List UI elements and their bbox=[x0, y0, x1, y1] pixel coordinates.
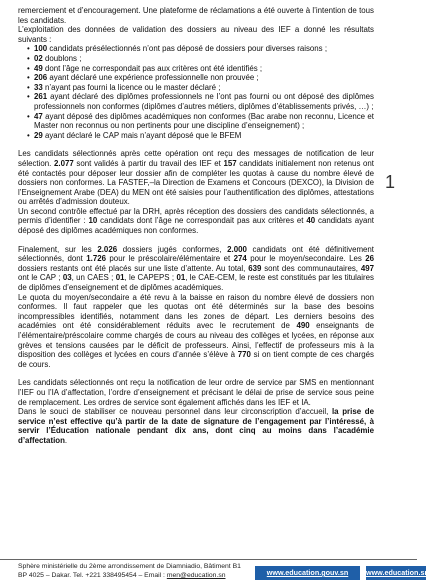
footer-address-line-2: BP 4025 – Dakar. Tel. +221 338495454 – Email : men@education.sn bbox=[18, 571, 226, 579]
intro-paragraph-2: L’exploitation des données de validation des dossiers au niveau des IEF a donné les résultats suivants : bbox=[18, 25, 374, 44]
list-item: • 100 candidats présélectionnés n’ont pas déposé de dossiers pour diverses raisons ; bbox=[28, 44, 374, 54]
list-item: • 47 ayant déposé des diplômes académiques non conformes (Bac arabe non reconnu, Licence et Master non reconnus ou non pertinents pour une discipline d’enseignement) ; bbox=[28, 112, 374, 131]
footer-address-line-1: Sphère ministérielle du 2ème arrondissement de Diamniadio, Bâtiment B1 bbox=[18, 563, 241, 570]
list-item: • 206 ayant déclaré une expérience professionnelle non prouvée ; bbox=[28, 73, 374, 83]
list-item: • 261 ayant déclaré des diplômes professionnels ne l’ont pas fourni ou ont déposé des diplômes professionnels non conformes (diplômes d’autres métiers, diplômes d’établissements privés, …) ; bbox=[28, 92, 374, 111]
page-number: 1 bbox=[385, 172, 396, 192]
document-body bbox=[18, 6, 374, 446]
intro-paragraph-1: remerciement et d’encouragement. Une plateforme de réclamations a été ouverte à l’intention de tous les candidats. bbox=[18, 6, 374, 25]
notification-paragraph: Les candidats sélectionnés ont reçu la notification de leur ordre de service par SMS en mentionnant l’IEF ou l’IA d’affectation, l’ordre d’enseignement et précisant le délai de prise de service sous peine de remplacement. Les ordres de service sont également affichés dans les IEF et IA. bbox=[18, 378, 374, 407]
website-link-education[interactable]: www.education.sn bbox=[366, 566, 426, 580]
results-list bbox=[18, 44, 374, 140]
final-selection-paragraph: Finalement, sur les 2.026 dossiers jugés conformes, 2.000 candidats ont été définitivement sélectionnés, dont 1.726 pour le préscolaire/élémentaire et 274 pour le moyen/secondaire. Les 26 dossiers restants ont été placés sur une liste d’attente. Au total, 639 sont des communautaires, 497 ont le CAP ; 03, un CAES ; 01, le CAPEPS ; 01, le CAE-CEM, le reste est constitués par les titulaires de diplômes d’enseignement et de diplômes académiques. bbox=[18, 244, 375, 293]
email-link[interactable]: men@education.sn bbox=[166, 571, 226, 579]
engagement-paragraph: Dans le souci de stabiliser ce nouveau personnel dans leur circonscription d’accueil, la prise de service n’est effective qu’à partir de la date de signature de l’engagement par l’intéressé, à servir l’Éducation nationale pendant dix ans, dont cinq au moins dans l’académie d’affectation. bbox=[18, 407, 374, 445]
footer-address bbox=[18, 563, 268, 580]
website-link-gouv[interactable]: www.education.gouv.sn bbox=[255, 566, 360, 580]
list-item: • 49 dont l’âge ne correspondait pas aux critères ont été identifiés ; bbox=[28, 64, 374, 74]
list-item: • 02 doublons ; bbox=[28, 54, 374, 64]
page-footer bbox=[0, 559, 429, 586]
selection-paragraph: Les candidats sélectionnés après cette opération ont reçu des messages de notification de leur sélection. 2.077 sont validés à partir du travail des IEF et 157 candidats initialement non retenus ont été contactés pour déposer leur dossier afin de compléter les quotas à cause du nombre élevé de dossiers non conformes. La FASTEF,–la Direction de Examens et Concours (DEXCO), la Division de l’Enseignement Arabe (DEA) du MEN ont été saisies pour l’authentification des diplômes, attestations ou arrêtés d’admission douteux. bbox=[18, 149, 374, 207]
list-item: • 33 n’ayant pas fourni la licence ou le master déclaré ; bbox=[28, 83, 374, 93]
second-control-paragraph: Un second contrôle effectué par la DRH, après réception des dossiers des candidats sélectionnés, a permis d’identifier : 10 candidats dont l’âge ne correspondait pas aux critères et 40 candidats ayant déposé des diplômes académiques non conformes. bbox=[18, 206, 374, 236]
quota-paragraph: Le quota du moyen/secondaire a été revu à la baisse en raison du nombre élevé de dossiers non conformes. Il faut rappeler que les quotas ont été déterminés sur la base des besoins incompressibles identifiés, notamment dans les zones de départ. Les derniers besoins des académies ont été considérablement réduits avec le recrutement de 490 enseignants de l’élémentaire/préscolaire comme chargés de cours au niveau des collèges et lycées, en réponse aux grèves et tensions causées par le déficit de professeurs. Ainsi, l’effectif de professeurs mis à la disposition des collèges et lycées en cours d’année s’élève à 770 si on tient compte de ces chargés de cours. bbox=[18, 292, 375, 369]
list-item: • 29 ayant déclaré le CAP mais n’ayant déposé que le BFEM bbox=[28, 131, 374, 141]
